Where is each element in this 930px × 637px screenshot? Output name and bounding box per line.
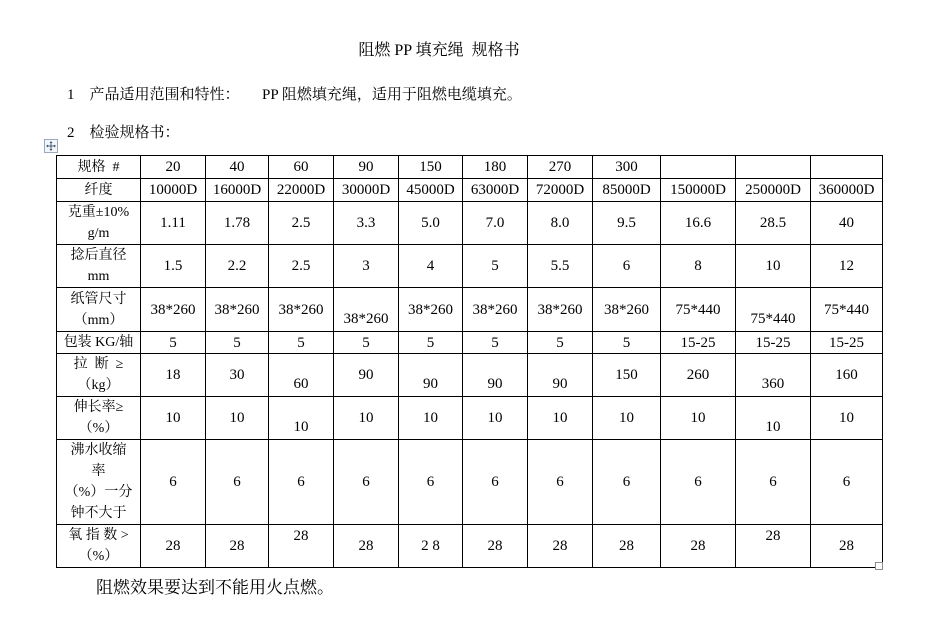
table-cell: 5 — [463, 245, 528, 288]
table-cell: 10 — [811, 397, 883, 440]
table-cell: 38*260 — [269, 288, 334, 332]
table-cell: 63000D — [463, 179, 528, 202]
table-cell: 90 — [334, 156, 399, 179]
table-cell: 15-25 — [661, 332, 736, 354]
table-cell: 28.5 — [736, 202, 811, 245]
table-cell: 10 — [528, 397, 593, 440]
table-cell: 2.5 — [269, 202, 334, 245]
row-header-cell: 伸长率≥ （%） — [57, 397, 141, 440]
table-cell: 15-25 — [736, 332, 811, 354]
table-cell: 10 — [593, 397, 661, 440]
table-cell: 60 — [269, 354, 334, 397]
table-cell: 28 — [206, 525, 269, 568]
table-cell: 150 — [593, 354, 661, 397]
table-cell: 1.11 — [141, 202, 206, 245]
table-cell: 28 — [463, 525, 528, 568]
table-cell — [811, 156, 883, 179]
table-cell: 40 — [206, 156, 269, 179]
table-cell: 300 — [593, 156, 661, 179]
table-cell: 5 — [463, 332, 528, 354]
row-header-cell: 拉 断 ≥ （kg） — [57, 354, 141, 397]
table-cell: 2.5 — [269, 245, 334, 288]
table-cell: 10 — [399, 397, 463, 440]
table-cell: 85000D — [593, 179, 661, 202]
table-cell: 28 — [141, 525, 206, 568]
table-cell: 72000D — [528, 179, 593, 202]
table-cell: 6 — [736, 440, 811, 525]
spec-table-body — [57, 156, 883, 568]
table-cell: 28 — [661, 525, 736, 568]
row-header-cell: 纤度 — [57, 179, 141, 202]
table-cell: 6 — [528, 440, 593, 525]
table-cell: 16000D — [206, 179, 269, 202]
table-cell: 10 — [736, 397, 811, 440]
row-header-cell: 克重±10% g/m — [57, 202, 141, 245]
table-resize-handle-icon[interactable] — [875, 562, 883, 570]
table-cell: 10 — [334, 397, 399, 440]
table-cell: 38*260 — [141, 288, 206, 332]
table-cell: 6 — [141, 440, 206, 525]
table-cell: 20 — [141, 156, 206, 179]
table-cell: 250000D — [736, 179, 811, 202]
table-row — [57, 354, 883, 397]
table-cell: 75*440 — [661, 288, 736, 332]
table-cell: 38*260 — [593, 288, 661, 332]
table-row — [57, 202, 883, 245]
table-cell — [661, 156, 736, 179]
table-cell: 360000D — [811, 179, 883, 202]
table-cell: 30 — [206, 354, 269, 397]
table-cell: 8.0 — [528, 202, 593, 245]
paragraph-product-scope: 1 产品适用范围和特性： PP 阻燃填充绳，适用于阻燃电缆填充。 — [67, 87, 522, 103]
table-cell: 10000D — [141, 179, 206, 202]
table-cell: 5 — [269, 332, 334, 354]
table-cell: 90 — [463, 354, 528, 397]
table-cell: 6 — [399, 440, 463, 525]
table-row — [57, 245, 883, 288]
table-cell: 10 — [463, 397, 528, 440]
table-move-handle-icon[interactable] — [44, 139, 58, 153]
spec-table — [56, 155, 883, 568]
table-cell: 10 — [269, 397, 334, 440]
table-cell: 5 — [528, 332, 593, 354]
table-cell: 38*260 — [528, 288, 593, 332]
table-cell: 12 — [811, 245, 883, 288]
table-cell: 5 — [399, 332, 463, 354]
table-cell: 28 — [334, 525, 399, 568]
table-cell: 2.2 — [206, 245, 269, 288]
table-row — [57, 332, 883, 354]
table-cell: 5.5 — [528, 245, 593, 288]
table-cell: 6 — [661, 440, 736, 525]
table-row — [57, 288, 883, 332]
table-cell: 6 — [593, 440, 661, 525]
table-cell: 5.0 — [399, 202, 463, 245]
flame-retardant-note: 阻燃效果要达到不能用火点燃。 — [96, 578, 334, 597]
table-cell: 260 — [661, 354, 736, 397]
row-header-cell: 捻后直径 mm — [57, 245, 141, 288]
table-row — [57, 156, 883, 179]
table-cell: 90 — [334, 354, 399, 397]
four-arrow-icon — [46, 141, 56, 151]
table-cell: 6 — [593, 245, 661, 288]
table-row — [57, 397, 883, 440]
document-title: 阻燃 PP 填充绳 规格书 — [358, 42, 520, 59]
table-cell: 5 — [206, 332, 269, 354]
table-cell: 5 — [334, 332, 399, 354]
paragraph-inspection-spec: 2 检验规格书： — [67, 125, 180, 141]
row-header-cell: 氧 指 数 > （%） — [57, 525, 141, 568]
table-cell — [736, 156, 811, 179]
table-cell: 6 — [206, 440, 269, 525]
table-cell: 15-25 — [811, 332, 883, 354]
table-cell: 3.3 — [334, 202, 399, 245]
table-cell: 45000D — [399, 179, 463, 202]
table-cell: 180 — [463, 156, 528, 179]
table-cell: 30000D — [334, 179, 399, 202]
table-cell: 28 — [811, 525, 883, 568]
table-cell: 38*260 — [399, 288, 463, 332]
table-cell: 5 — [593, 332, 661, 354]
table-cell: 28 — [528, 525, 593, 568]
table-cell: 38*260 — [334, 288, 399, 332]
table-row — [57, 440, 883, 525]
table-cell: 5 — [141, 332, 206, 354]
table-row — [57, 179, 883, 202]
table-cell: 3 — [334, 245, 399, 288]
table-cell: 22000D — [269, 179, 334, 202]
table-cell: 6 — [334, 440, 399, 525]
table-cell: 16.6 — [661, 202, 736, 245]
table-cell: 6 — [811, 440, 883, 525]
table-cell: 38*260 — [206, 288, 269, 332]
table-cell: 9.5 — [593, 202, 661, 245]
table-cell: 10 — [141, 397, 206, 440]
table-cell: 10 — [736, 245, 811, 288]
table-cell: 8 — [661, 245, 736, 288]
table-cell: 1.78 — [206, 202, 269, 245]
table-cell: 6 — [463, 440, 528, 525]
table-cell: 18 — [141, 354, 206, 397]
table-cell: 150 — [399, 156, 463, 179]
table-cell: 10 — [661, 397, 736, 440]
row-header-cell: 规格 # — [57, 156, 141, 179]
table-cell: 2 8 — [399, 525, 463, 568]
table-cell: 6 — [269, 440, 334, 525]
table-cell: 160 — [811, 354, 883, 397]
table-cell: 270 — [528, 156, 593, 179]
table-cell: 38*260 — [463, 288, 528, 332]
table-cell: 90 — [399, 354, 463, 397]
table-cell: 28 — [593, 525, 661, 568]
row-header-cell: 纸管尺寸 （mm） — [57, 288, 141, 332]
table-cell: 75*440 — [736, 288, 811, 332]
table-cell: 150000D — [661, 179, 736, 202]
row-header-cell: 包装 KG/轴 — [57, 332, 141, 354]
row-header-cell: 沸水收缩 率 （%）一分 钟不大于 — [57, 440, 141, 525]
table-cell: 75*440 — [811, 288, 883, 332]
table-cell: 10 — [206, 397, 269, 440]
table-cell: 360 — [736, 354, 811, 397]
table-cell: 90 — [528, 354, 593, 397]
table-cell: 28 — [269, 525, 334, 568]
table-cell: 7.0 — [463, 202, 528, 245]
table-cell: 28 — [736, 525, 811, 568]
table-cell: 40 — [811, 202, 883, 245]
table-cell: 60 — [269, 156, 334, 179]
table-row — [57, 525, 883, 568]
table-cell: 1.5 — [141, 245, 206, 288]
table-cell: 4 — [399, 245, 463, 288]
